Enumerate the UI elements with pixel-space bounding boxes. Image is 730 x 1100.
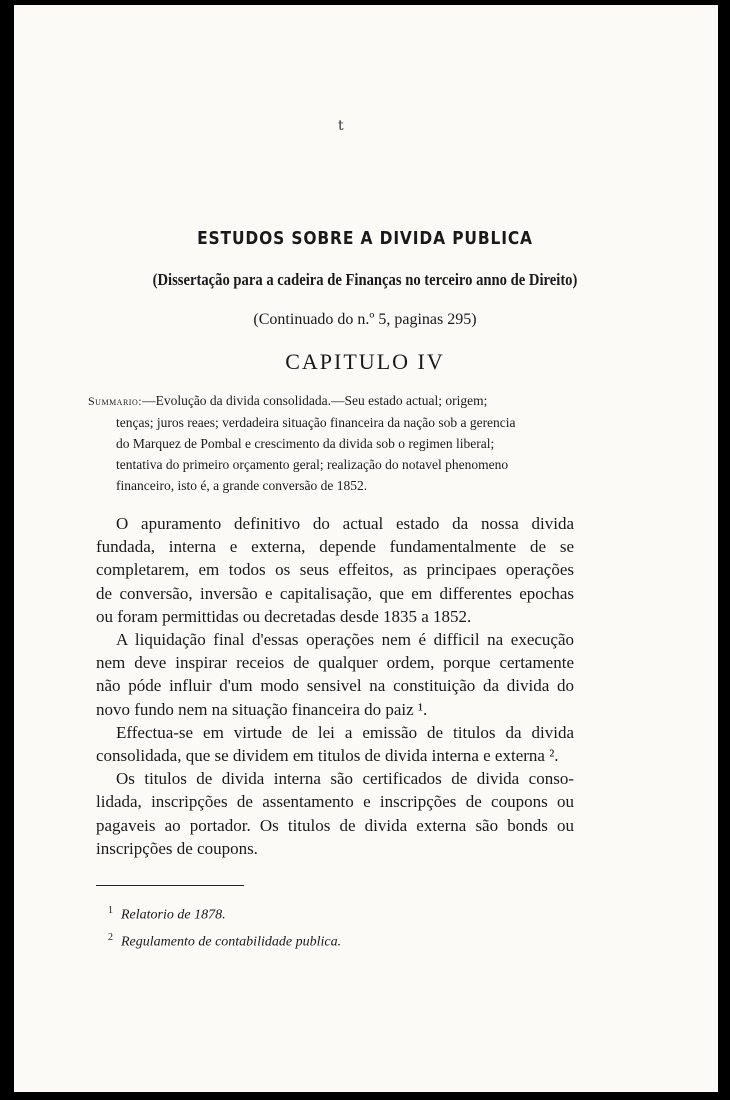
footnote-number: 1 (108, 905, 113, 916)
footnote (108, 900, 341, 927)
footnote-text: Regulamento de contabilidade publica. (121, 934, 342, 950)
top-mark: t (338, 118, 344, 134)
summary-line: tentativa do primeiro orçamento geral; realização do notavel phenomeno (116, 457, 509, 472)
body-line: nem deve inspirar receios de qualquer ordem, porque certamente (96, 653, 574, 673)
body-line: completarem, em todos os seus effeitos, as principaes operações (96, 560, 574, 580)
summary-line: do Marquez de Pombal e crescimento da divida sob o regimen liberal; (116, 436, 495, 451)
summary-line: financeiro, isto é, a grande conversão de 1852. (116, 478, 368, 493)
page-subtitle: (Dissertação para a cadeira de Finanças no terceiro anno de Direito) (152, 270, 578, 289)
body-line: fundada, interna e externa, depende fundamentalmente de se (96, 537, 574, 557)
scan-border-bottom (0, 1092, 730, 1100)
summary-label: Summario: (88, 394, 143, 408)
body-line: pagaveis ao portador. Os titulos de divida externa são bonds ou (96, 815, 574, 835)
body-line: consolidada, que se dividem em titulos de divida interna e externa ². (96, 746, 559, 766)
body-line: ou foram permittidas ou decretadas desde 1835 a 1852. (96, 606, 472, 626)
body-line: O apuramento definitivo do actual estado da nossa divida (116, 514, 574, 533)
body-line: Os titulos de divida interna são certificados de divida conso- (116, 769, 574, 789)
summary-line: tenças; juros reaes; verdadeira situação financeira da nação sob a gerencia (116, 415, 516, 430)
body-line: não póde influir d'um modo sensivel na constituição da divida do (96, 676, 574, 696)
scan-border-right (718, 0, 730, 1100)
body-text (96, 512, 574, 860)
body-line: Effectua-se em virtude de lei a emissão de titulos da divida (116, 722, 574, 742)
continued-note: (Continuado do n.º 5, paginas 295) (253, 311, 477, 328)
footnote (108, 927, 341, 954)
footnote-text: Relatorio de 1878. (121, 907, 226, 923)
body-line: novo fundo nem na situação financeira do paiz ¹. (96, 699, 428, 719)
chapter-summary (88, 390, 574, 496)
body-line: lidada, inscripções de assentamento e inscripções de coupons ou (96, 792, 574, 812)
scan-border-top (0, 0, 730, 5)
body-line: A liquidação final d'essas operações nem é difficil na execução (116, 630, 574, 650)
chapter-heading: CAPITULO IV (285, 349, 445, 374)
body-line: inscripções de coupons. (96, 838, 258, 858)
footnote-number: 2 (108, 931, 113, 943)
footnote-divider (96, 885, 244, 886)
scan-border-left (0, 0, 14, 1100)
footnotes (108, 900, 341, 953)
summary-line: —Evolução da divida consolidada.—Seu estado actual; origem; (142, 393, 488, 408)
body-line: de conversão, inversão e capitalisação, que em differentes epochas (96, 583, 574, 603)
page-title: ESTUDOS SOBRE A DIVIDA PUBLICA (197, 228, 533, 249)
